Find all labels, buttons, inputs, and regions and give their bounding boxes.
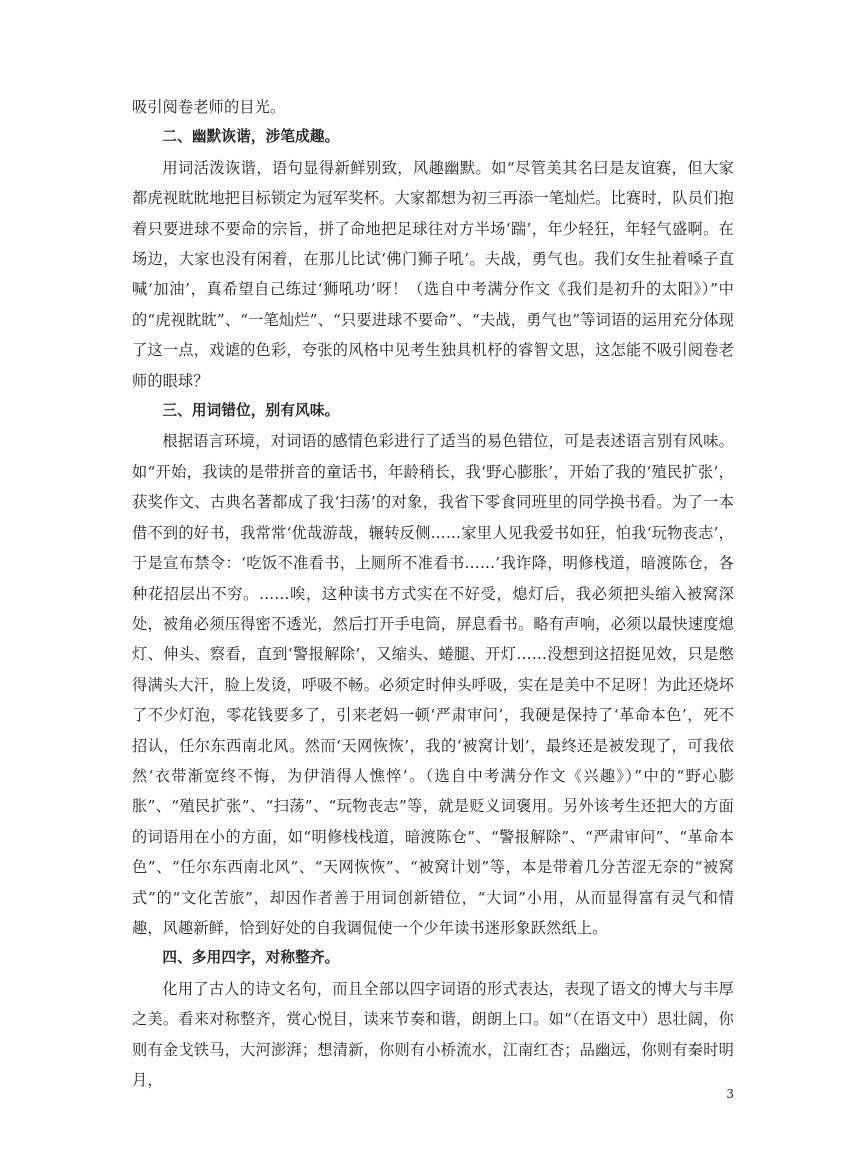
document-body [132,92,734,1095]
section-heading-four-character: 四、多用四字，对称整齐。 [162,949,340,967]
paragraph-four-character: 化用了古人的诗文名句，而且全部以四字词语的形式表达，表现了语文的博大与丰厚之美。看来对称整齐，赏心悦目，读来节奏和谐，朗朗上口。如“（在语文中）思壮阔，你则有金戈铁马，大河澎湃；想清新，你则有小桥流水，江南红杏；品幽远，你则有秦时明月， [132,979,734,1089]
paragraph-humor: 用词活泼诙谐，语句显得新鲜别致，风趣幽默。如“尽管美其名曰是友谊赛，但大家都虎视眈眈地把目标锁定为冠军奖杯。大家都想为初三再添一笔灿烂。比赛时，队员们抱着只要进球不要命的宗旨，拼了命地把足球往对方半场‘踹’，年少轻狂，年轻气盛啊。在场边，大家也没有闲着，在那儿比试‘佛门狮子吼’。夫战，勇气也。我们女生扯着嗓子直喊‘加油’，真希望自己练过‘狮吼功’呀！（选自中考满分作文《我们是初升的太阳》）”中的“虎视眈眈”、“一笔灿烂”、“只要进球不要命”、“夫战，勇气也”等词语的运用充分体现了这一点，戏谑的色彩，夸张的风格中见考生独具机杼的睿智文思，这怎能不吸引阅卷老师的眼球？ [132,158,734,390]
section-heading-humor: 二、幽默诙谐，涉笔成趣。 [162,128,340,146]
paragraph-word-misplacement: 根据语言环境，对词语的感情色彩进行了适当的易色错位，可是表述语言别有风味。如“开始，我读的是带拼音的童话书，年龄稍长，我‘野心膨胀’，开始了我的‘殖民扩张’，获奖作文、古典名著都成了我‘扫荡’的对象，我省下零食同班里的同学换书看。为了一本借不到的好书，我常常‘优哉游哉，辗转反侧……家里人见我爱书如狂，怕我‘玩物丧志’，于是宣布禁令：‘吃饭不准看书，上厕所不准看书……’我诈降，明修栈道，暗渡陈仓，各种花招层出不穷。……唉，这种读书方式实在不好受，熄灯后，我必须把头缩入被窝深处，被角必须压得密不透光，然后打开手电筒，屏息看书。略有声响，必须以最快速度熄灯、伸头、察看，直到‘警报解除’，又缩头、蜷腿、开灯……没想到这招挺见效，只是憋得满头大汗，脸上发烫，呼吸不畅。必须定时伸头呼吸，实在是美中不足呀！为此还烧坏了不少灯泡，零花钱要多了，引来老妈一顿‘严肃审问’，我硬是保持了‘革命本色’，死不招认，任尔东西南北风。然而‘天网恢恢’，我的‘被窝计划’，最终还是被发现了，可我依然‘衣带渐宽终不悔，为伊消得人憔悴’。（选自中考满分作文《兴趣》）”中的“野心膨胀”、“殖民扩张”、“扫荡”、“玩物丧志”等，就是贬义词褒用。另外该考生还把大的方面的词语用在小的方面，如“明修栈栈道，暗渡陈仓”、“警报解除”、“严肃审问”、“革命本色”、“任尔东西南北风”、“天网恢恢”、“被窝计划”等，本是带着几分苦涩无奈的“被窝式”的“文化苦旅”，却因作者善于用词创新错位，“大词”小用，从而显得富有灵气和情趣，风趣新鲜，恰到好处的自我调侃使一个少年读书迷形象跃然纸上。 [132,432,734,937]
page-number: 3 [726,1087,734,1101]
section-heading-word-misplacement: 三、用词错位，别有风味。 [162,402,340,420]
paragraph-intro-continuation: 吸引阅卷老师的目光。 [132,98,286,116]
